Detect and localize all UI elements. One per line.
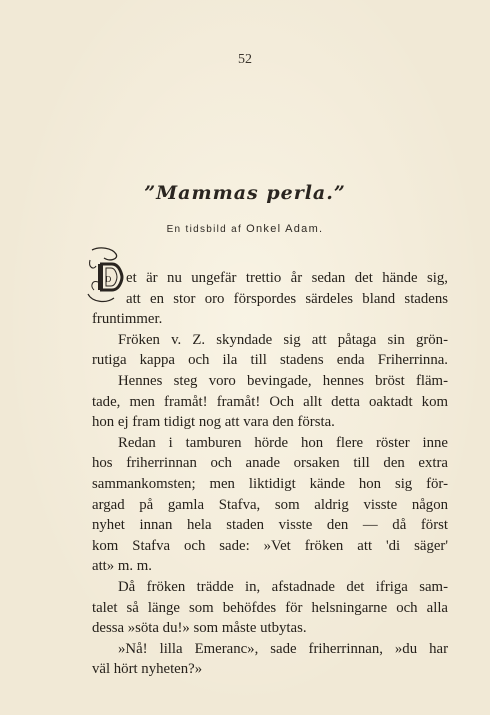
- text-line: et är nu ungefär trettio år sedan det hände sig,: [126, 270, 448, 286]
- page-number: 52: [238, 52, 252, 67]
- text-line: hos friherrinnan och anade orsaken till den extra: [92, 455, 448, 472]
- text-line: »Nå! lilla Emeranc», sade friherrinnan, »du har: [118, 640, 448, 657]
- chapter-title: ”Mammas perla.”: [144, 182, 346, 204]
- drop-cap-letter: D: [105, 275, 112, 284]
- subtitle-prefix: En tidsbild af: [166, 224, 243, 235]
- ornamental-drop-cap: [86, 246, 124, 306]
- chapter-subtitle: [0, 223, 490, 235]
- text-line: argad på gamla Stafva, som aldrig visste någon: [92, 496, 448, 513]
- text-line: rutiga kappa och ila till stadens enda Friherrinna.: [92, 352, 448, 369]
- text-line: Hennes steg voro bevingade, hennes bröst fläm-: [118, 373, 448, 389]
- text-line: Redan i tamburen hörde hon flere röster inne: [118, 434, 448, 451]
- text-line: nyhet innan hela staden visste den — då först: [92, 517, 448, 534]
- text-line: väl hört nyheten?»: [92, 661, 203, 678]
- text-line: kom Stafva och sade: »Vet fröken att 'di säger': [92, 537, 448, 554]
- text-line: fruntimmer.: [92, 311, 163, 328]
- text-line: Då fröken trädde in, afstadnade det ifriga sam-: [118, 579, 448, 595]
- text-line: att en stor oro förspordes särdeles bland stadens: [126, 290, 448, 307]
- text-line: talet så länge som behöfdes för helsningarne och alla: [92, 599, 448, 616]
- text-line: sammankomsten; men liktidigt kände hon sig för-: [92, 476, 448, 492]
- text-line: tade, men framåt! framåt! Och allt detta oaktadt kom: [92, 393, 448, 410]
- text-line: dessa »söta du!» som måste utbytas.: [92, 620, 307, 637]
- text-line: Fröken v. Z. skyndade sig att påtaga sin grön-: [118, 331, 448, 348]
- text-line: att» m. m.: [92, 558, 153, 575]
- subtitle-author: Onkel Adam.: [246, 223, 324, 235]
- text-line: hon ej fram tidigt nog att vara den första.: [92, 414, 335, 431]
